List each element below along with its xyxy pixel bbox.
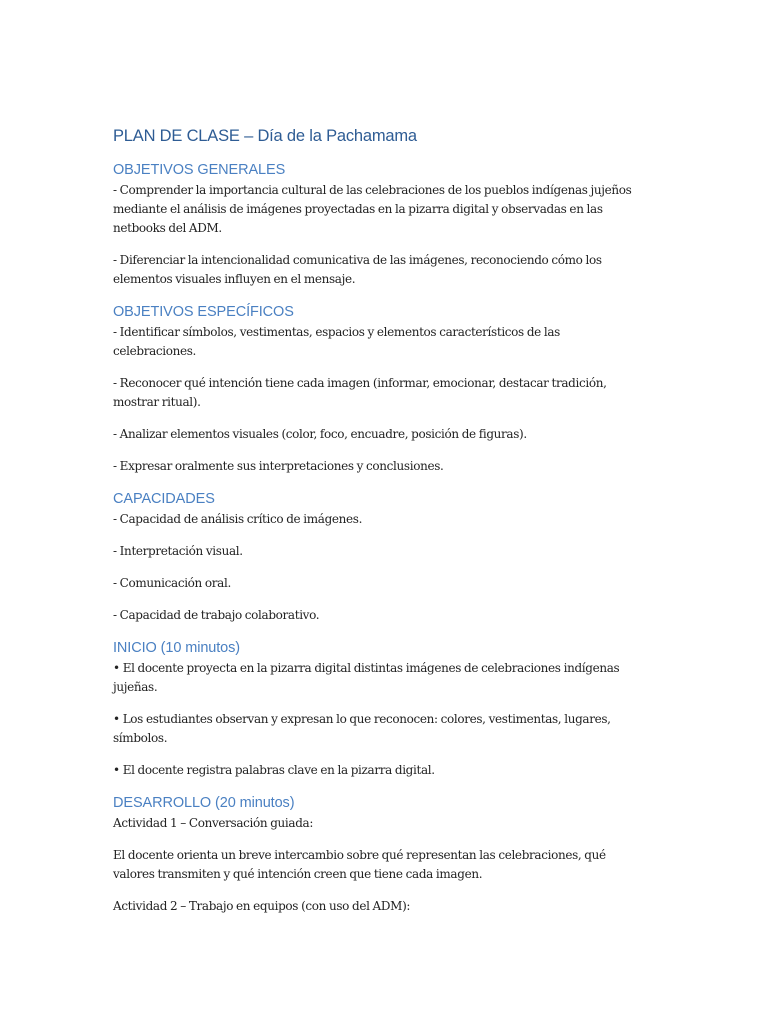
section-inicio [113, 638, 643, 780]
paragraph: - Reconocer qué intención tiene cada imagen (informar, emocionar, destacar tradición, mostrar ritual). [113, 376, 607, 409]
section-heading: OBJETIVOS ESPECÍFICOS [113, 304, 294, 320]
paragraph: • El docente registra palabras clave en la pizarra digital. [113, 763, 435, 777]
section-capacidades [113, 489, 643, 625]
paragraph: - Capacidad de análisis crítico de imágenes. [113, 512, 363, 526]
paragraph: - Diferenciar la intencionalidad comunicativa de las imágenes, reconociendo cómo los elementos visuales influyen en el mensaje. [113, 253, 602, 286]
paragraph: - Comunicación oral. [113, 576, 231, 590]
paragraph: - Expresar oralmente sus interpretaciones y conclusiones. [113, 459, 444, 473]
section-desarrollo [113, 793, 643, 916]
paragraph: • Los estudiantes observan y expresan lo que reconocen: colores, vestimentas, lugares, símbolos. [113, 712, 611, 745]
section-objetivos-especificos [113, 302, 643, 476]
section-heading: DESARROLLO (20 minutos) [113, 795, 295, 811]
section-objetivos-generales [113, 160, 643, 289]
paragraph: - Identificar símbolos, vestimentas, espacios y elementos característicos de las celebraciones. [113, 325, 560, 358]
section-heading: CAPACIDADES [113, 491, 215, 507]
paragraph: - Capacidad de trabajo colaborativo. [113, 608, 320, 622]
paragraph: - Analizar elementos visuales (color, foco, encuadre, posición de figuras). [113, 427, 527, 441]
section-heading: INICIO (10 minutos) [113, 640, 241, 656]
paragraph: El docente orienta un breve intercambio sobre qué representan las celebraciones, qué valores transmiten y qué intención creen que tiene cada imagen. [113, 848, 606, 881]
section-heading: OBJETIVOS GENERALES [113, 162, 286, 178]
document-page [113, 124, 643, 929]
paragraph: Actividad 1 – Conversación guiada: [113, 816, 314, 830]
paragraph: Actividad 2 – Trabajo en equipos (con uso del ADM): [113, 899, 411, 913]
paragraph: - Interpretación visual. [113, 544, 243, 558]
document-title: PLAN DE CLASE – Día de la Pachamama [113, 127, 417, 145]
paragraph: - Comprender la importancia cultural de las celebraciones de los pueblos indígenas jujeños mediante el análisis de imágenes proyectadas en la pizarra digital y observadas en las netbooks del ADM. [113, 183, 632, 235]
paragraph: • El docente proyecta en la pizarra digital distintas imágenes de celebraciones indígenas jujeñas. [113, 661, 620, 694]
